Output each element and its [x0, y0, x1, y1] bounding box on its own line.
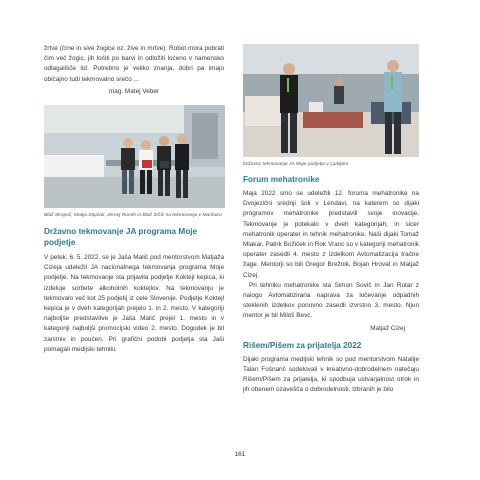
risem-pisem-paragraph: Dijaki programa medijski tehnik so pod mentorstvom Natalije Talan Fošnarič sodelovali v kreativno-dobrodelnem natečaju Rišem/Pišem za prijatelja, ki spodbuja ustvarjalnost otrok in jih obenem ozavešča o dobrodelnosti. Izbranih je bilo — [243, 355, 419, 394]
forum-signature: Matjaž Cizej — [370, 324, 405, 332]
right-column — [243, 44, 419, 396]
robotics-team-illustration — [44, 105, 225, 208]
robotics-team-photo — [44, 105, 225, 208]
competition-illustration — [243, 44, 419, 157]
ja-moje-podjetje-paragraph: V petek, 6. 5. 2022, se je Jaša Malič pod mentorstvom Matjaža Cizeja udeležil JA nacionalnega tekmovanja programa Moje podjetje. Na tekmovanje sta prijavila podjetje Koktejl kepica, ki izdeluje sorbete alkoholnih koktejlov. Na tekmovanju je tekmovalo več kot 25 podjetij iz cele Slovenije. Podjetje Koktejl kepica je v dveh kategorijah prejelo 1. in 2. mesto. V kategoriji najboljše predstavitve je Jaša Malič prejel 1. mesto in v kategoriji najboljši promocijski video 2. mesto. Dogodek je bil zanimiv in poučen. Pri grafični podobi podjetja sta Jaši pomagali medijski tehniki. — [44, 254, 224, 353]
section-heading-ja-moje-podjetje: Državno tekmovanje JA programa Moje podjetje — [44, 227, 198, 248]
section-heading-forum-mehatronike: Forum mehatronike — [243, 175, 320, 184]
section-heading-risem-pisem: Rišem/Pišem za prijatelja 2022 — [243, 340, 362, 350]
forum-paragraph-2: Pri tehniku mehatronike sta Simon Sovič in Jan Rutar z nalogo Avtomatizirana naprava za ločevanje odpadnih steklenih izdelkov ponovno zasedli izvrstno 3. mesto. Njun mentor je bil Miloš Bevc. — [243, 281, 419, 320]
ljubljana-competition-photo — [243, 44, 419, 157]
left-column — [44, 44, 224, 355]
intro-signature: mag. Matej Veber — [108, 87, 160, 95]
page-number: 161 — [234, 451, 246, 458]
left-photo-caption: Blaž Strajnič, Matija Stipčak, Jernej Rumih in Blaž Srčič na tekmovanju v Mariboru — [44, 213, 222, 219]
forum-paragraph-1: Maja 2022 smo se udeležili 12. foruma mehatronike na Dvojezični srednji šoli v Lendavi, na katerem so dijaki programov mehatronike predstavili svoje inovacije. Tekmovanje je potekalo v dveh kategorijah, in sicer mehatronik operater in tehnik mehatronike. Naši dijaki Tomaž Mlakar, Patrik Božiček in Rok Vranc so v kategoriji mehatronik operater zasedli 4. mesto z izdelkom Avtomatizacija tračne žage. Mentorji so bili Gregor Brežnik, Bojan Hrovat in Matjaž Cizej. — [243, 190, 419, 279]
right-photo-caption: Državno tekmovanje JA Moje podjetje v Ljubljani — [243, 162, 349, 167]
intro-paragraph: žrtve (črne in sive žogice oz. žive in mrtve). Robot mora pobrati čim več žogic, jih ločiti po barvi in odložiti ločeno v namensko odlagališče itd. Potrebno je veliko znanja, dobri pa imajo običajno tudi tekmovalno srečo ... — [44, 45, 224, 83]
